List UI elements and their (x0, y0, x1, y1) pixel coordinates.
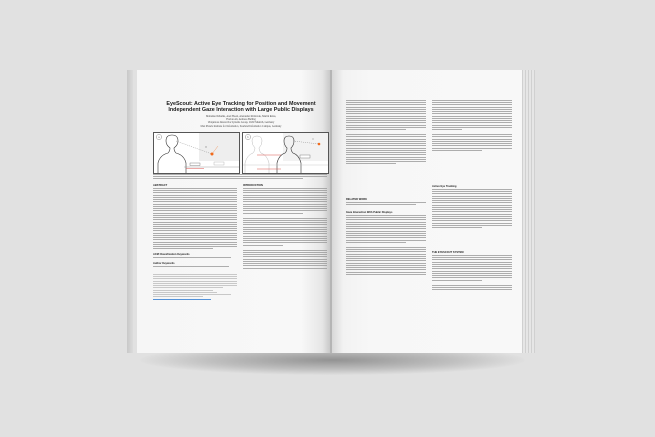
author-block (157, 115, 325, 128)
introduction-body (243, 188, 327, 270)
title-line-1: EyeScout: Active Eye Tracking for Position and Movement (166, 101, 316, 107)
page-stack-right-edge (522, 70, 535, 353)
heading-related-work: RELATED WORK (346, 198, 367, 201)
heading-introduction: INTRODUCTION (243, 184, 263, 187)
right-col1-intro-continued (346, 100, 426, 165)
authors-line-2: Florian Alt, Andreas Bulling (226, 118, 256, 122)
acm-keywords-body (153, 257, 231, 259)
heading-eyescout-system: THE EYESCOUT SYSTEM (432, 251, 464, 254)
panel-a-label: a (158, 135, 160, 140)
book-cover-left-edge (127, 70, 133, 353)
authors-line-1: Mohamed Khamis, Axel Hoesl, Alexander Klimczak, Martin Reiss, (205, 115, 277, 118)
eye-tracker-a (190, 163, 200, 166)
title-line-2: Independent Gaze Interaction with Large Public Displays (168, 107, 314, 114)
figure-panel-b (242, 132, 329, 174)
affiliation-1: Ubiquitous Interactive Systems Group, LMU Munich, Germany (207, 121, 275, 125)
figure-caption (153, 174, 327, 180)
heading-gaze-interaction-public-displays: Gaze Interaction With Public Displays (346, 211, 393, 214)
right-page (332, 70, 522, 353)
figure-panel-a (153, 132, 240, 174)
eye-tracker-b (300, 155, 310, 158)
heading-active-eye-tracking: Active Eye Tracking (432, 185, 457, 188)
heading-author-keywords: Author Keywords (153, 262, 175, 265)
heading-acm-keywords: ACM Classification Keywords (153, 253, 190, 256)
doi-link[interactable] (153, 299, 211, 301)
abstract-body (153, 188, 237, 251)
right-col2-intro-continued (432, 100, 512, 152)
paper-title (153, 101, 329, 113)
author-keywords-body (153, 266, 229, 268)
person-silhouette-a (158, 135, 186, 173)
related-work-body (346, 202, 426, 206)
heading-abstract: ABSTRACT (153, 184, 168, 187)
active-eye-tracking-body (432, 189, 512, 229)
eyescout-system-body (432, 255, 512, 291)
left-page (137, 70, 330, 353)
gaze-public-body (346, 215, 426, 276)
copyright-block (153, 274, 237, 299)
affiliation-2: Max Planck Institute for Informatics, Saarland Informatics Campus, Germany (200, 124, 282, 128)
panel-b-label: b (247, 135, 249, 140)
open-book (127, 70, 535, 353)
teaser-figure (153, 132, 327, 172)
gaze-target-b (318, 143, 321, 146)
